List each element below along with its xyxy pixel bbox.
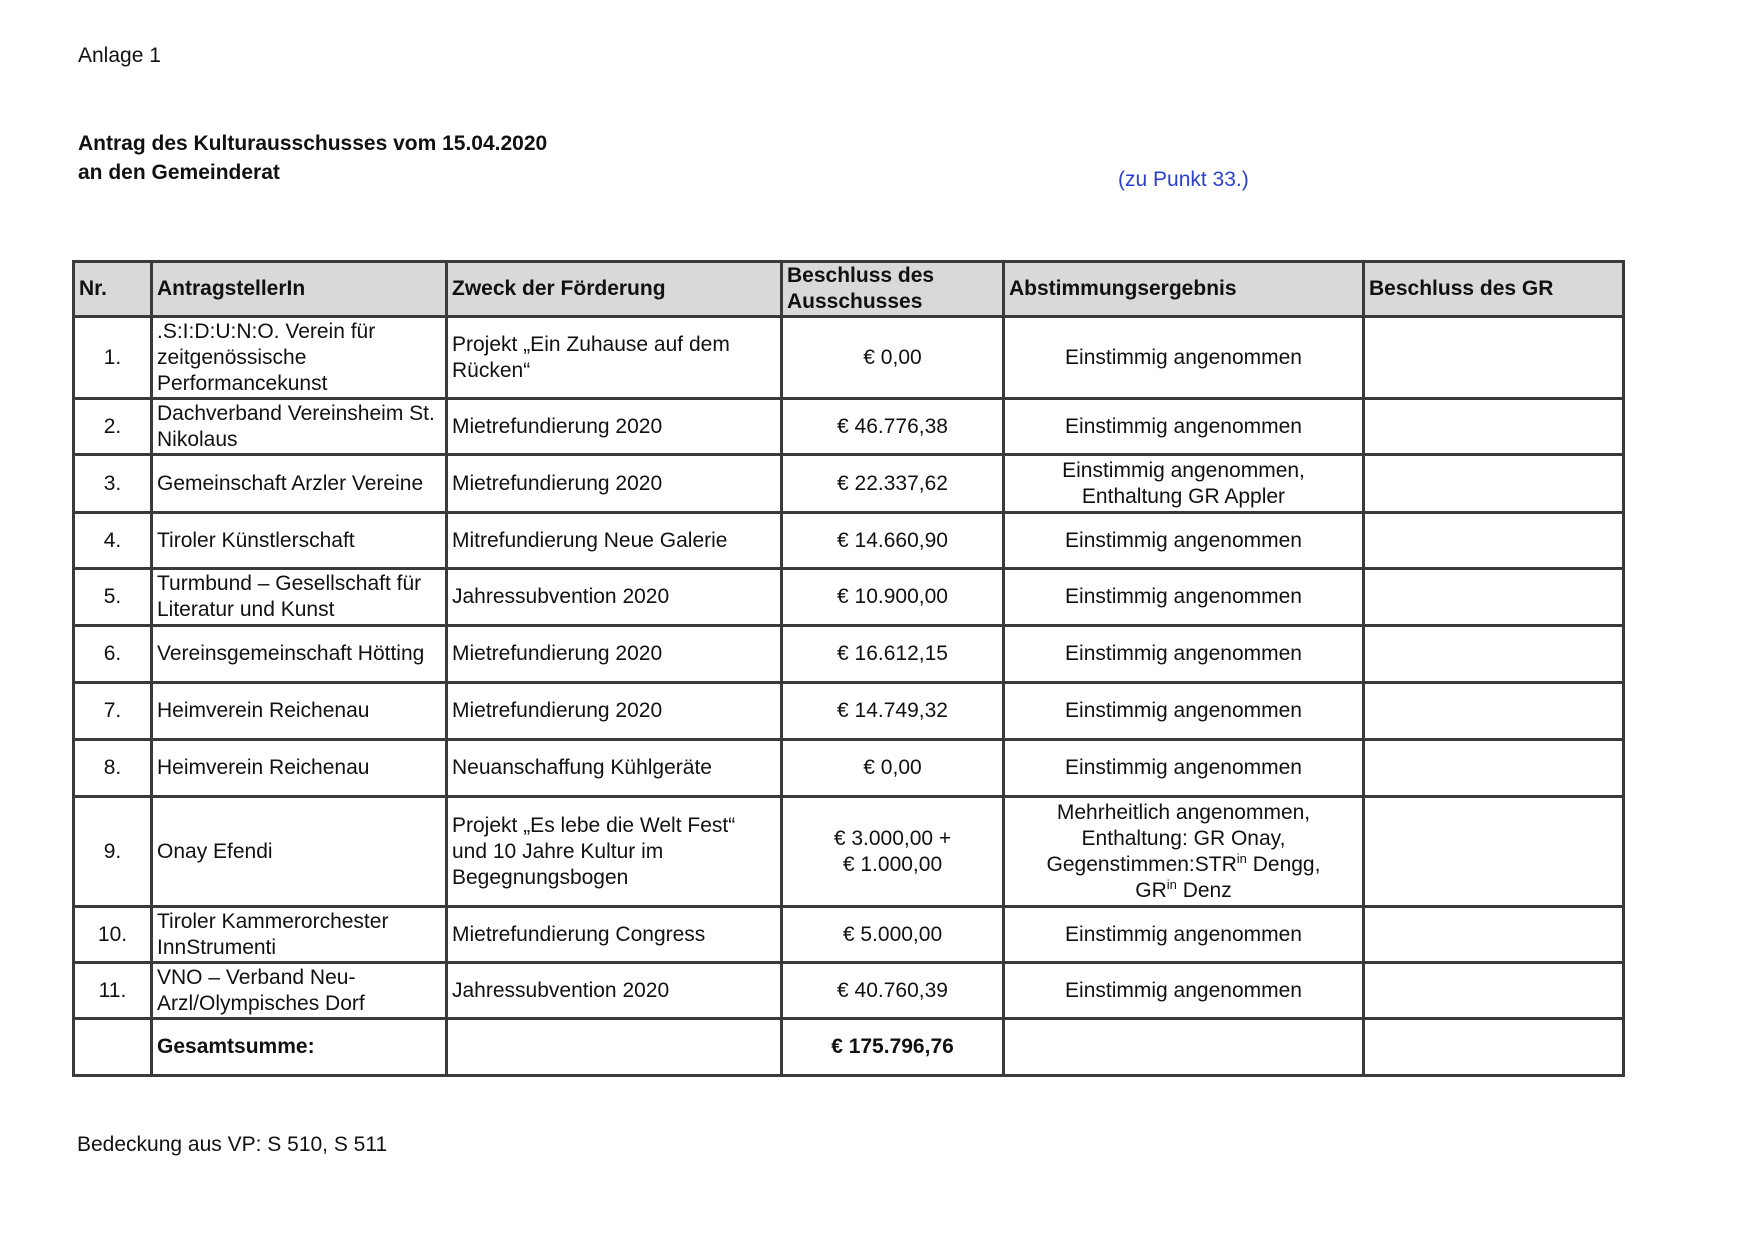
total-label: Gesamtsumme:	[152, 1019, 447, 1076]
table-row	[74, 626, 1624, 683]
cell-council	[1364, 317, 1624, 399]
cell-amount: € 40.760,39	[782, 963, 1004, 1019]
cell-vote: Einstimmig angenommen	[1004, 569, 1364, 626]
cell-applicant: Tiroler Kammerorchester InnStrumenti	[152, 907, 447, 963]
vote-line	[1009, 878, 1358, 904]
cell-amount: € 22.337,62	[782, 455, 1004, 513]
col-header-nr: Nr.	[74, 262, 152, 317]
cell-amount: € 5.000,00	[782, 907, 1004, 963]
cell-purpose-empty	[447, 1019, 782, 1076]
cell-purpose: Projekt „Ein Zuhause auf dem Rücken“	[447, 317, 782, 399]
cell-council	[1364, 569, 1624, 626]
cell-applicant: Gemeinschaft Arzler Vereine	[152, 455, 447, 513]
cell-applicant: Turmbund – Gesellschaft für Literatur und Kunst	[152, 569, 447, 626]
cell-nr: 8.	[74, 740, 152, 797]
table-row	[74, 513, 1624, 569]
cell-nr-empty	[74, 1019, 152, 1076]
document-subtitle: an den Gemeinderat	[78, 161, 280, 184]
vote-text: Dengg,	[1246, 852, 1321, 876]
cell-vote: Einstimmig angenommen	[1004, 513, 1364, 569]
cell-purpose: Jahressubvention 2020	[447, 963, 782, 1019]
vote-superscript: in	[1166, 876, 1177, 892]
cell-purpose: Jahressubvention 2020	[447, 569, 782, 626]
cell-amount: € 16.612,15	[782, 626, 1004, 683]
table-row	[74, 963, 1624, 1019]
cell-council	[1364, 963, 1624, 1019]
cell-vote: Einstimmig angenommen, Enthaltung GR Appler	[1004, 455, 1364, 513]
cell-nr: 2.	[74, 399, 152, 455]
cell-nr: 1.	[74, 317, 152, 399]
cell-vote: Einstimmig angenommen	[1004, 399, 1364, 455]
cell-vote	[1004, 797, 1364, 907]
cell-purpose: Mitrefundierung Neue Galerie	[447, 513, 782, 569]
cell-nr: 4.	[74, 513, 152, 569]
cell-council	[1364, 683, 1624, 740]
cell-vote: Einstimmig angenommen	[1004, 317, 1364, 399]
cell-purpose: Mietrefundierung 2020	[447, 399, 782, 455]
cell-applicant: Onay Efendi	[152, 797, 447, 907]
cell-council	[1364, 513, 1624, 569]
amount-line: € 3.000,00 +	[833, 826, 952, 850]
vote-text: GR	[1135, 878, 1167, 902]
col-header-vote-result: Abstimmungsergebnis	[1004, 262, 1364, 317]
vote-line	[1009, 852, 1358, 878]
table-row	[74, 797, 1624, 907]
cell-nr: 7.	[74, 683, 152, 740]
annex-label: Anlage 1	[78, 44, 161, 67]
cell-purpose: Mietrefundierung Congress	[447, 907, 782, 963]
col-header-applicant: AntragstellerIn	[152, 262, 447, 317]
cell-vote: Einstimmig angenommen	[1004, 963, 1364, 1019]
cell-applicant: .S:I:D:U:N:O. Verein für zeitgenössische Performancekunst	[152, 317, 447, 399]
table-row	[74, 740, 1624, 797]
total-amount: € 175.796,76	[782, 1019, 1004, 1076]
vote-text: Denz	[1176, 878, 1232, 902]
cell-applicant: Heimverein Reichenau	[152, 683, 447, 740]
cell-amount: € 0,00	[782, 740, 1004, 797]
cell-nr: 6.	[74, 626, 152, 683]
table-row	[74, 455, 1624, 513]
cell-vote: Einstimmig angenommen	[1004, 683, 1364, 740]
col-header-committee-decision: Beschluss des Ausschusses	[782, 262, 1004, 317]
cell-amount: € 0,00	[782, 317, 1004, 399]
cell-council	[1364, 797, 1624, 907]
total-row	[74, 1019, 1624, 1076]
cell-purpose: Projekt „Es lebe die Welt Fest“ und 10 Jahre Kultur im Begegnungsbogen	[447, 797, 782, 907]
agenda-reference: (zu Punkt 33.)	[1118, 168, 1249, 191]
table-row	[74, 907, 1624, 963]
funding-table	[72, 260, 1625, 1077]
cell-council	[1364, 455, 1624, 513]
cell-council	[1364, 907, 1624, 963]
vote-line: Mehrheitlich angenommen,	[1056, 800, 1311, 824]
table-row	[74, 317, 1624, 399]
cell-amount: € 10.900,00	[782, 569, 1004, 626]
cell-nr: 10.	[74, 907, 152, 963]
col-header-council-decision: Beschluss des GR	[1364, 262, 1624, 317]
cell-applicant: Vereinsgemeinschaft Hötting	[152, 626, 447, 683]
cell-purpose: Mietrefundierung 2020	[447, 626, 782, 683]
cell-purpose: Mietrefundierung 2020	[447, 683, 782, 740]
cell-amount: € 14.660,90	[782, 513, 1004, 569]
cell-applicant: Tiroler Künstlerschaft	[152, 513, 447, 569]
table-row	[74, 683, 1624, 740]
cell-amount	[782, 797, 1004, 907]
table-row	[74, 399, 1624, 455]
cell-council	[1364, 399, 1624, 455]
cell-amount: € 14.749,32	[782, 683, 1004, 740]
vote-superscript: in	[1236, 850, 1247, 866]
budget-coverage-note: Bedeckung aus VP: S 510, S 511	[77, 1133, 388, 1156]
document-title: Antrag des Kulturausschusses vom 15.04.2020	[78, 132, 548, 155]
cell-purpose: Neuanschaffung Kühlgeräte	[447, 740, 782, 797]
col-header-purpose: Zweck der Förderung	[447, 262, 782, 317]
cell-vote: Einstimmig angenommen	[1004, 740, 1364, 797]
vote-text: Gegenstimmen:STR	[1046, 852, 1237, 876]
cell-vote-empty	[1004, 1019, 1364, 1076]
cell-nr: 9.	[74, 797, 152, 907]
cell-nr: 5.	[74, 569, 152, 626]
cell-amount: € 46.776,38	[782, 399, 1004, 455]
cell-applicant: Dachverband Vereinsheim St. Nikolaus	[152, 399, 447, 455]
table-row	[74, 569, 1624, 626]
cell-vote: Einstimmig angenommen	[1004, 626, 1364, 683]
cell-council-empty	[1364, 1019, 1624, 1076]
cell-nr: 11.	[74, 963, 152, 1019]
cell-purpose: Mietrefundierung 2020	[447, 455, 782, 513]
vote-line: Enthaltung: GR Onay,	[1081, 826, 1286, 850]
cell-vote: Einstimmig angenommen	[1004, 907, 1364, 963]
amount-line: € 1.000,00	[842, 852, 943, 876]
cell-council	[1364, 740, 1624, 797]
table-header-row	[74, 262, 1624, 317]
cell-council	[1364, 626, 1624, 683]
cell-applicant: Heimverein Reichenau	[152, 740, 447, 797]
cell-nr: 3.	[74, 455, 152, 513]
cell-applicant: VNO – Verband Neu-Arzl/Olympisches Dorf	[152, 963, 447, 1019]
